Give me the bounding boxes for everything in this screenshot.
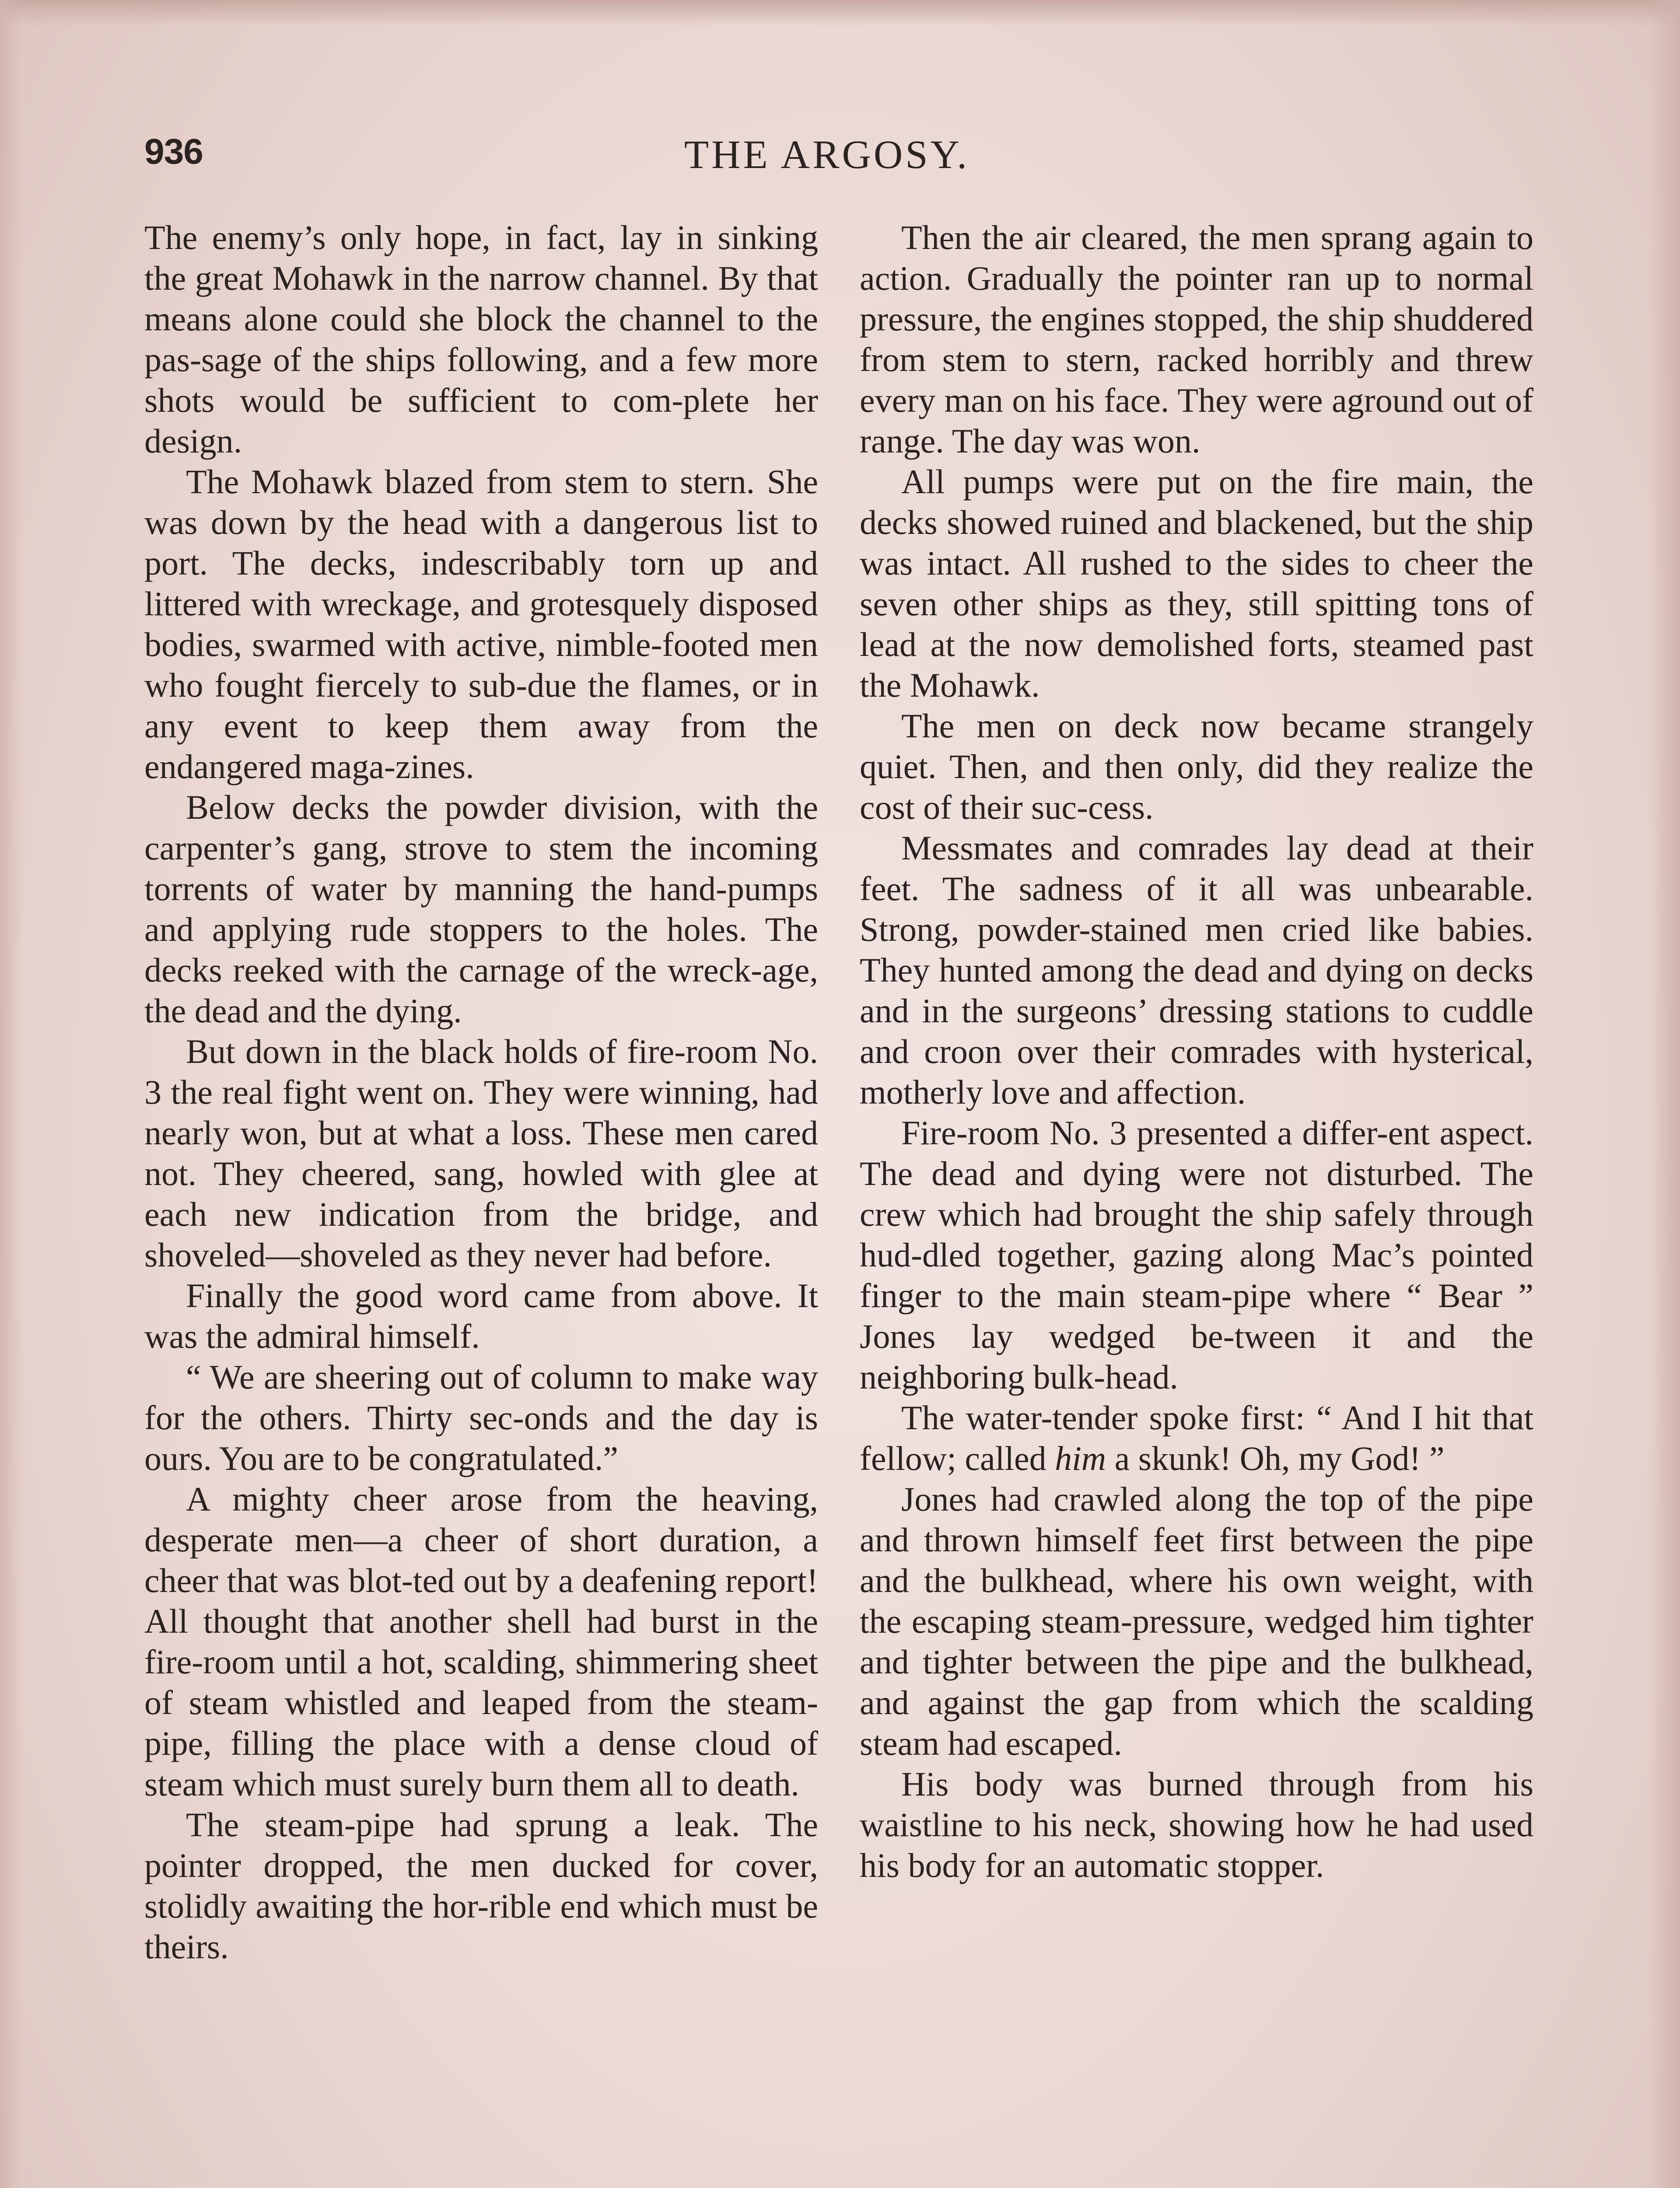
paragraph: “ We are sheering out of column to make way for the others. Thirty sec-onds and the day is ours. You are to be congratulated.” [144,1358,818,1477]
paragraph: The men on deck now became strangely quiet. Then, and then only, did they realize the cost of their suc-cess. [860,707,1533,826]
paragraph: Fire-room No. 3 presented a differ-ent aspect. The dead and dying were not disturbed. The crew which had brought the ship safely through hud-dled together, gazing along Mac’s pointed finger to the main steam-pipe where “ Bear ” Jones lay wedged be-tween it and the neighboring bulk-head. [860,1114,1533,1396]
paragraph: His body was burned through from his waistline to his neck, showing how he had used his body for an automatic stopper. [860,1765,1533,1884]
running-head [144,131,1544,184]
paragraph: A mighty cheer arose from the heaving, desperate men—a cheer of short duration, a cheer that was blot-ted out by a deafening report! All thought that another shell had burst in the fire-room until a hot, scalding, shimmering sheet of steam whistled and leaped from the steam-pipe, filling the place with a dense cloud of steam which must surely burn them all to death. [144,1480,818,1803]
page-edge-shadow-top [0,0,1680,26]
running-title [144,131,1544,178]
emphasized-word: him [1055,1439,1106,1477]
page-number: 936 [144,132,203,172]
page-edge-shadow-right [1649,0,1680,2188]
paragraph: Jones had crawled along the top of the pipe and thrown himself feet first between the pipe and the bulkhead, where his own weight, with the escaping steam-pressure, wedged him tighter and tighter between the pipe and the bulkhead, and against the gap from which the scalding steam had escaped. [860,1480,1533,1762]
paragraph: All pumps were put on the fire main, the decks showed ruined and blackened, but the ship was intact. All rushed to the sides to cheer the seven other ships as they, still spitting tons of lead at the now demolished forts, steamed past the Mohawk. [860,463,1533,704]
paragraph: The steam-pipe had sprung a leak. The pointer dropped, the men ducked for cover, stolidly awaiting the hor-rible end which must be theirs. [144,1806,818,1966]
paragraph: Finally the good word came from above. It was the admiral himself. [144,1276,818,1355]
right-column [860,217,1533,1886]
paragraph: Below decks the powder division, with the carpenter’s gang, strove to stem the incoming torrents of water by manning the hand-pumps and applying rude stoppers to the holes. The decks reeked with the carnage of the wreck-age, the dead and the dying. [144,788,818,1030]
paragraph: The Mohawk blazed from stem to stern. She was down by the head with a dangerous list to port. The decks, indescribably torn up and littered with wreckage, and grotesquely disposed bodies, swarmed with active, nimble-footed men who fought fiercely to sub-due the flames, or in any event to keep them away from the endangered maga-zines. [144,463,818,785]
paragraph: Messmates and comrades lay dead at their feet. The sadness of it all was unbearable. Strong, powder-stained men cried like babies. They hunted among the dead and dying on decks and in the surgeons’ dressing stations to cuddle and croon over their comrades with hysterical, motherly love and affection. [860,829,1533,1111]
text-run: a skunk! Oh, my God! ” [1106,1439,1445,1477]
paragraph-with-emphasis [860,1397,1533,1479]
text-run: The water-tender spoke first: “ And I hit that fellow; called [860,1399,1533,1477]
paragraph: The enemy’s only hope, in fact, lay in sinking the great Mohawk in the narrow channel. By that means alone could she block the channel to the pas-sage of the ships following, and a few more shots would be sufficient to com-plete her design. [144,218,818,460]
left-column [144,217,818,1967]
paragraph: But down in the black holds of fire-room No. 3 the real fight went on. They were winning, had nearly won, but at what a loss. These men cared not. They cheered, sang, howled with glee at each new indication from the bridge, and shoveled—shoveled as they never had before. [144,1032,818,1274]
paragraph: Then the air cleared, the men sprang again to action. Gradually the pointer ran up to normal pressure, the engines stopped, the ship shuddered from stem to stern, racked horribly and threw every man on his face. They were aground out of range. The day was won. [860,218,1533,460]
page-edge-shadow-left [0,0,22,2188]
magazine-title: THE ARGOSY. [684,132,970,177]
